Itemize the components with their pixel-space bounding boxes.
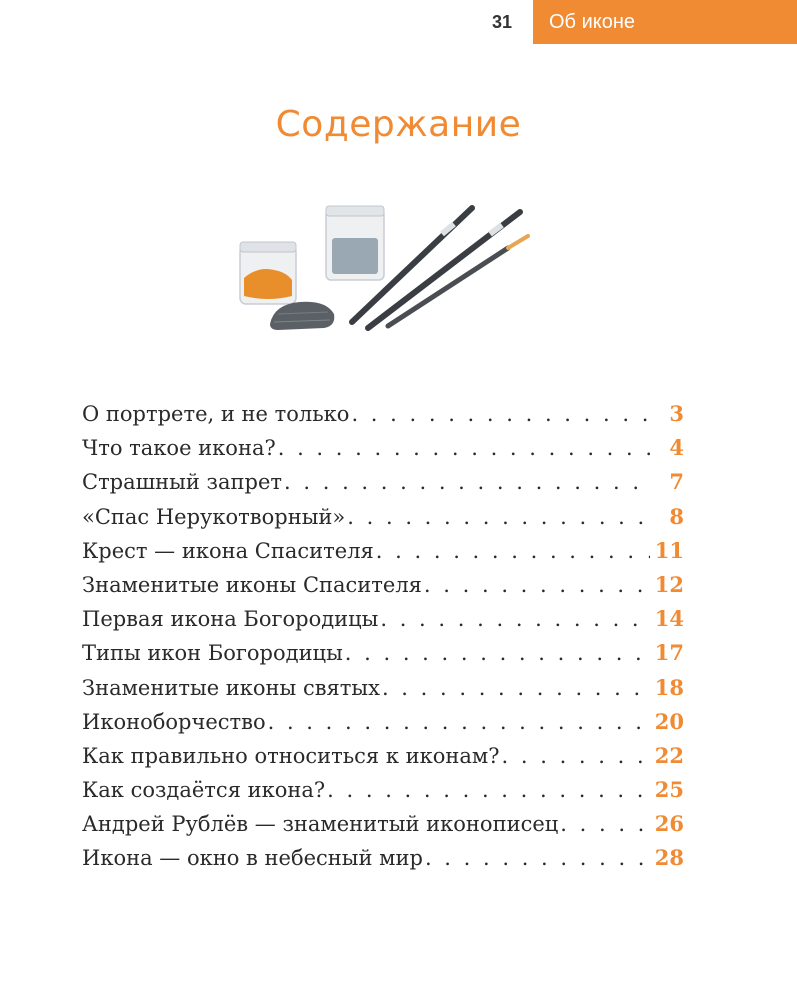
toc-title: Что такое икона? <box>82 436 276 461</box>
toc-title: Типы икон Богородицы <box>82 641 343 666</box>
toc-leader <box>376 539 650 563</box>
toc-leader <box>347 505 650 529</box>
toc-page-number: 3 <box>669 401 684 426</box>
paint-supplies-illustration <box>228 196 538 346</box>
toc-leader <box>502 744 650 768</box>
page-number: 31 <box>471 0 533 44</box>
toc-item[interactable] <box>82 538 684 572</box>
page-title: Содержание <box>275 104 522 145</box>
toc-item[interactable] <box>82 401 684 435</box>
toc-item[interactable] <box>82 709 684 743</box>
toc-page-number: 7 <box>669 469 684 495</box>
toc-leader <box>424 573 650 597</box>
toc-page-number: 18 <box>654 674 684 700</box>
toc-leader <box>351 402 650 426</box>
toc-title: Икона — окно в небесный мир <box>82 846 423 871</box>
toc-leader <box>380 607 650 631</box>
table-of-contents <box>82 401 684 880</box>
paint-jar-gray-icon <box>326 206 384 280</box>
toc-leader <box>425 846 650 870</box>
toc-page-number: 14 <box>654 606 684 632</box>
toc-title: Как правильно относиться к иконам? <box>82 743 500 768</box>
toc-title: Андрей Рублёв — знаменитый иконописец <box>82 812 559 837</box>
toc-page-number: 26 <box>654 811 684 837</box>
toc-item[interactable] <box>82 435 684 469</box>
section-label: Об иконе <box>533 0 797 44</box>
toc-page-number: 28 <box>654 845 684 871</box>
toc-item[interactable] <box>82 572 684 606</box>
toc-item[interactable] <box>82 845 684 879</box>
toc-item[interactable] <box>82 743 684 777</box>
toc-leader <box>284 470 650 494</box>
toc-page-number: 17 <box>654 640 684 666</box>
toc-leader <box>345 641 650 665</box>
toc-item[interactable] <box>82 640 684 674</box>
page-header <box>471 0 797 44</box>
toc-page-number: 25 <box>654 777 684 803</box>
toc-page-number: 8 <box>669 503 684 529</box>
toc-leader <box>327 778 650 802</box>
toc-title: Знаменитые иконы Спасителя <box>82 572 422 597</box>
toc-item[interactable] <box>82 469 684 503</box>
toc-leader <box>278 436 650 460</box>
toc-leader <box>268 710 650 734</box>
toc-title: О портрете, и не только <box>82 402 350 426</box>
toc-page-number: 11 <box>654 537 684 563</box>
toc-title: «Спас Нерукотворный» <box>82 504 346 529</box>
toc-page-number: 4 <box>669 435 684 461</box>
stone-icon <box>270 302 334 330</box>
toc-item[interactable] <box>82 675 684 709</box>
paint-jar-orange-icon <box>240 242 296 304</box>
toc-title: Знаменитые иконы святых <box>82 675 380 700</box>
toc-leader <box>382 676 650 700</box>
toc-item[interactable] <box>82 777 684 811</box>
toc-title: Иконоборчество <box>82 709 266 734</box>
toc-item[interactable] <box>82 504 684 538</box>
toc-item[interactable] <box>82 606 684 640</box>
toc-page-number: 12 <box>654 571 684 597</box>
toc-title: Страшный запрет <box>82 470 283 495</box>
toc-page-number: 22 <box>654 742 684 768</box>
toc-page-number: 20 <box>654 708 684 734</box>
toc-item[interactable] <box>82 811 684 845</box>
toc-title: Крест — икона Спасителя <box>82 538 374 563</box>
toc-title: Первая икона Богородицы <box>82 607 379 632</box>
toc-title: Как создаётся икона? <box>82 778 326 803</box>
toc-leader <box>560 812 650 836</box>
